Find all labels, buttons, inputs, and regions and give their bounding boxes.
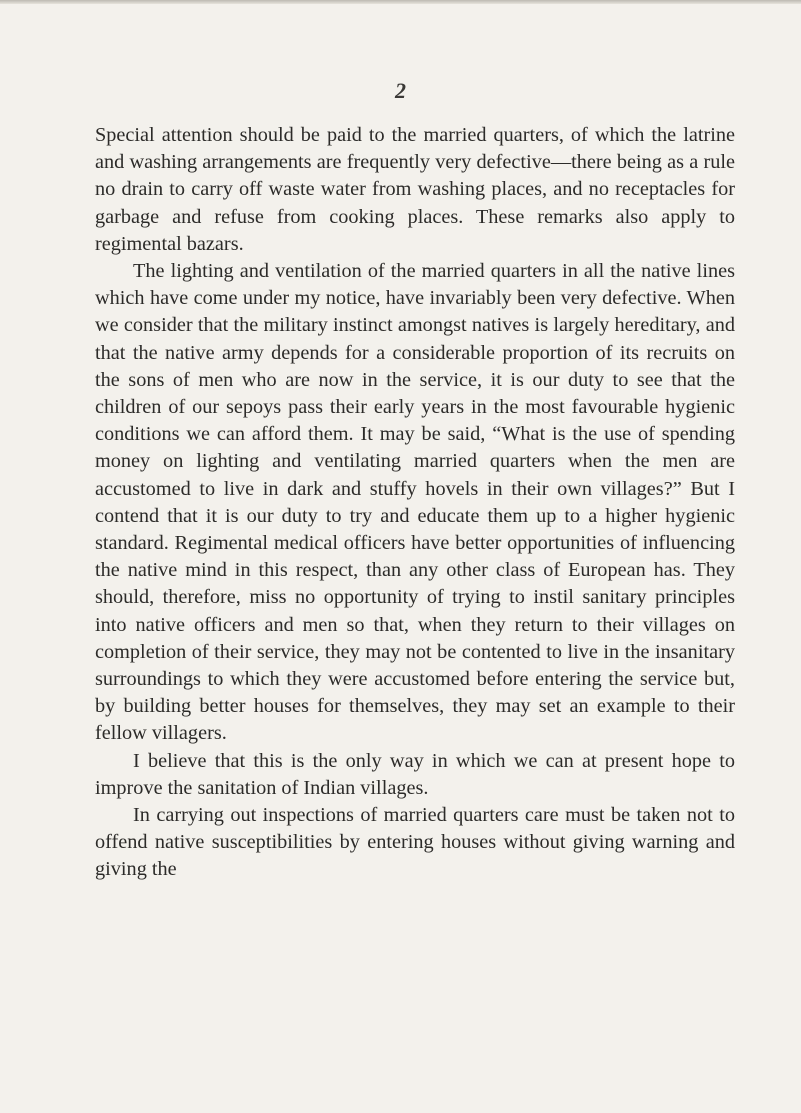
page-top-edge: [0, 0, 801, 4]
paragraph-village-sanitation: I believe that this is the only way in which we can at present hope to improve the sanitation of Indian villages.: [95, 749, 735, 799]
paragraph-married-quarters: Special attention should be paid to the married quarters, of which the latrine and washing arrangements are frequently very defective—there being as a rule no drain to carry off waste water from washing places, and no receptacles for garbage and refuse from cooking places. These remarks also apply to regimental bazars.: [95, 124, 735, 255]
paragraph-lighting-ventilation: The lighting and ventilation of the married quarters in all the native lines which have come under my notice, have invariably been very defective. When we consider that the military instinct amongst natives is largely hereditary, and that the native army depends for a considerable proportion of its recruits on the sons of men who are now in the service, it is our duty to see that the children of our sepoys pass their early years in the most favourable hygienic conditions we can afford them. It may be said, “What is the use of spending money on lighting and ventilating married quarters when the men are accustomed to live in dark and stuffy hovels in their own villages?” But I contend that it is our duty to try and educate them up to a higher hygienic standard. Regimental medical officers have better opportunities of influencing the native mind in this respect, than any other class of European has. They should, therefore, miss no opportunity of trying to instil sanitary principles into native officers and men so that, when they return to their villages on completion of their service, they may not be contented to live in the insanitary surroundings to which they were accustomed before entering the service but, by building better houses for themselves, they may set an example to their fellow villagers.: [95, 260, 735, 745]
page-number: 2: [395, 78, 406, 103]
paragraph-inspections: In carrying out inspections of married quarters care must be taken not to offend native susceptibilities by entering houses without giving warning and giving the: [95, 804, 735, 881]
body-text: [95, 122, 735, 884]
